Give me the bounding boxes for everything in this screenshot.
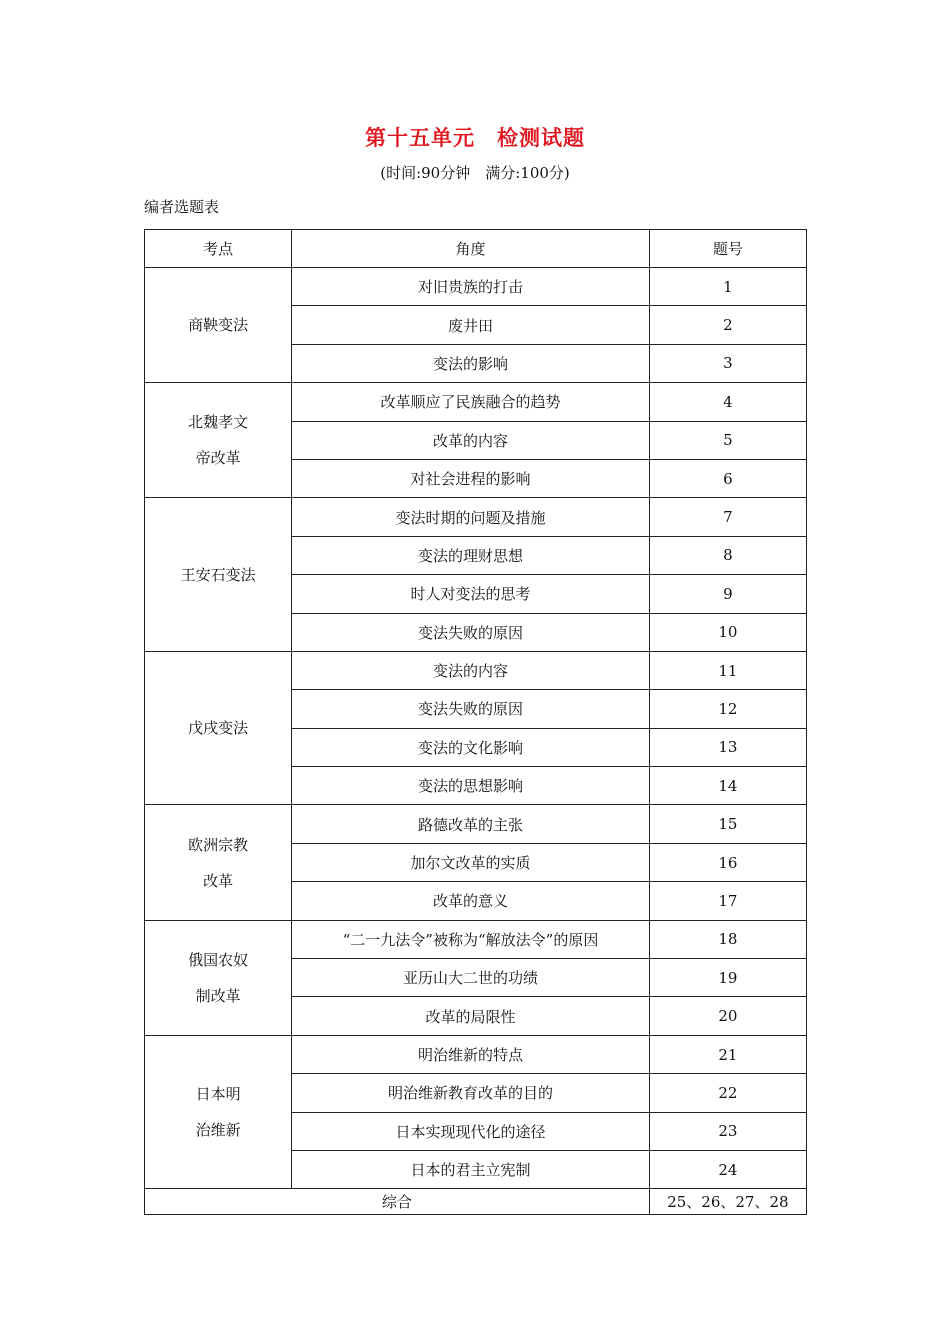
topic-cell [145, 1035, 292, 1189]
angle-cell: 变法失败的原因 [292, 613, 650, 651]
question-number-cell: 23 [649, 1112, 806, 1150]
topic-cell [145, 805, 292, 920]
table-header-row [145, 230, 807, 268]
table-row [145, 651, 807, 689]
table-row [145, 268, 807, 306]
angle-cell: 明治维新教育改革的目的 [292, 1074, 650, 1112]
question-number-cell: 14 [649, 767, 806, 805]
angle-cell: 变法的文化影响 [292, 728, 650, 766]
angle-cell: 亚历山大二世的功绩 [292, 959, 650, 997]
angle-cell: 对社会进程的影响 [292, 459, 650, 497]
question-number-cell: 9 [649, 575, 806, 613]
angle-cell: 改革的意义 [292, 882, 650, 920]
topic-label: 改革 [203, 871, 234, 890]
table-row [145, 920, 807, 958]
question-number-cell: 15 [649, 805, 806, 843]
angle-cell: 加尔文改革的实质 [292, 843, 650, 881]
question-number-cell: 22 [649, 1074, 806, 1112]
table-row [145, 1035, 807, 1073]
summary-row [145, 1189, 807, 1215]
angle-cell: 改革的局限性 [292, 997, 650, 1035]
topic-label: 王安石变法 [180, 565, 256, 584]
question-number-cell: 4 [649, 383, 806, 421]
question-number-cell: 6 [649, 459, 806, 497]
question-number-cell: 7 [649, 498, 806, 536]
question-number-cell: 16 [649, 843, 806, 881]
angle-cell: 变法失败的原因 [292, 690, 650, 728]
document-title: 第十五单元 检测试题 [365, 125, 585, 150]
table-row [145, 805, 807, 843]
angle-cell: 路德改革的主张 [292, 805, 650, 843]
question-number-cell: 24 [649, 1150, 806, 1188]
question-number-cell: 8 [649, 536, 806, 574]
question-number-cell: 10 [649, 613, 806, 651]
table-body [145, 268, 807, 1215]
angle-cell: “二一九法令”被称为“解放法令”的原因 [292, 920, 650, 958]
topic-label: 治维新 [195, 1121, 241, 1140]
question-number-cell: 18 [649, 920, 806, 958]
question-number-cell: 20 [649, 997, 806, 1035]
question-number-cell: 3 [649, 344, 806, 382]
exam-time-and-score: (时间:90分钟 满分:100分) [380, 164, 570, 182]
angle-cell: 变法的影响 [292, 344, 650, 382]
topic-cell [145, 651, 292, 805]
question-number-cell: 12 [649, 690, 806, 728]
table-caption: 编者选题表 [144, 198, 220, 216]
question-number-cell: 5 [649, 421, 806, 459]
angle-cell: 变法的内容 [292, 651, 650, 689]
angle-cell: 废井田 [292, 306, 650, 344]
topic-label: 帝改革 [195, 449, 241, 468]
angle-cell: 改革顺应了民族融合的趋势 [292, 383, 650, 421]
angle-cell: 改革的内容 [292, 421, 650, 459]
question-selection-table [144, 229, 807, 1215]
angle-cell: 对旧贵族的打击 [292, 268, 650, 306]
question-number-cell: 1 [649, 268, 806, 306]
topic-label: 戊戌变法 [188, 719, 249, 738]
angle-cell: 变法时期的问题及措施 [292, 498, 650, 536]
topic-label: 欧洲宗教 [188, 835, 249, 854]
header-angle: 角度 [292, 230, 650, 268]
question-number-cell: 19 [649, 959, 806, 997]
topic-cell [145, 498, 292, 652]
angle-cell: 明治维新的特点 [292, 1035, 650, 1073]
topic-cell [145, 268, 292, 383]
table-row [145, 383, 807, 421]
header-topic: 考点 [145, 230, 292, 268]
angle-cell: 日本实现现代化的途径 [292, 1112, 650, 1150]
angle-cell: 日本的君主立宪制 [292, 1150, 650, 1188]
angle-cell: 变法的理财思想 [292, 536, 650, 574]
angle-cell: 时人对变法的思考 [292, 575, 650, 613]
topic-label: 俄国农奴 [188, 950, 249, 969]
summary-question-numbers: 25、26、27、28 [649, 1189, 806, 1215]
table-row [145, 498, 807, 536]
topic-label: 商鞅变法 [188, 316, 249, 335]
topic-cell [145, 920, 292, 1035]
question-number-cell: 11 [649, 651, 806, 689]
summary-label: 综合 [145, 1189, 650, 1215]
question-number-cell: 21 [649, 1035, 806, 1073]
topic-label: 北魏孝文 [188, 413, 249, 432]
question-number-cell: 2 [649, 306, 806, 344]
topic-label: 日本明 [195, 1085, 241, 1104]
angle-cell: 变法的思想影响 [292, 767, 650, 805]
question-number-cell: 13 [649, 728, 806, 766]
header-question-number: 题号 [649, 230, 806, 268]
question-number-cell: 17 [649, 882, 806, 920]
topic-label: 制改革 [195, 986, 241, 1005]
topic-cell [145, 383, 292, 498]
